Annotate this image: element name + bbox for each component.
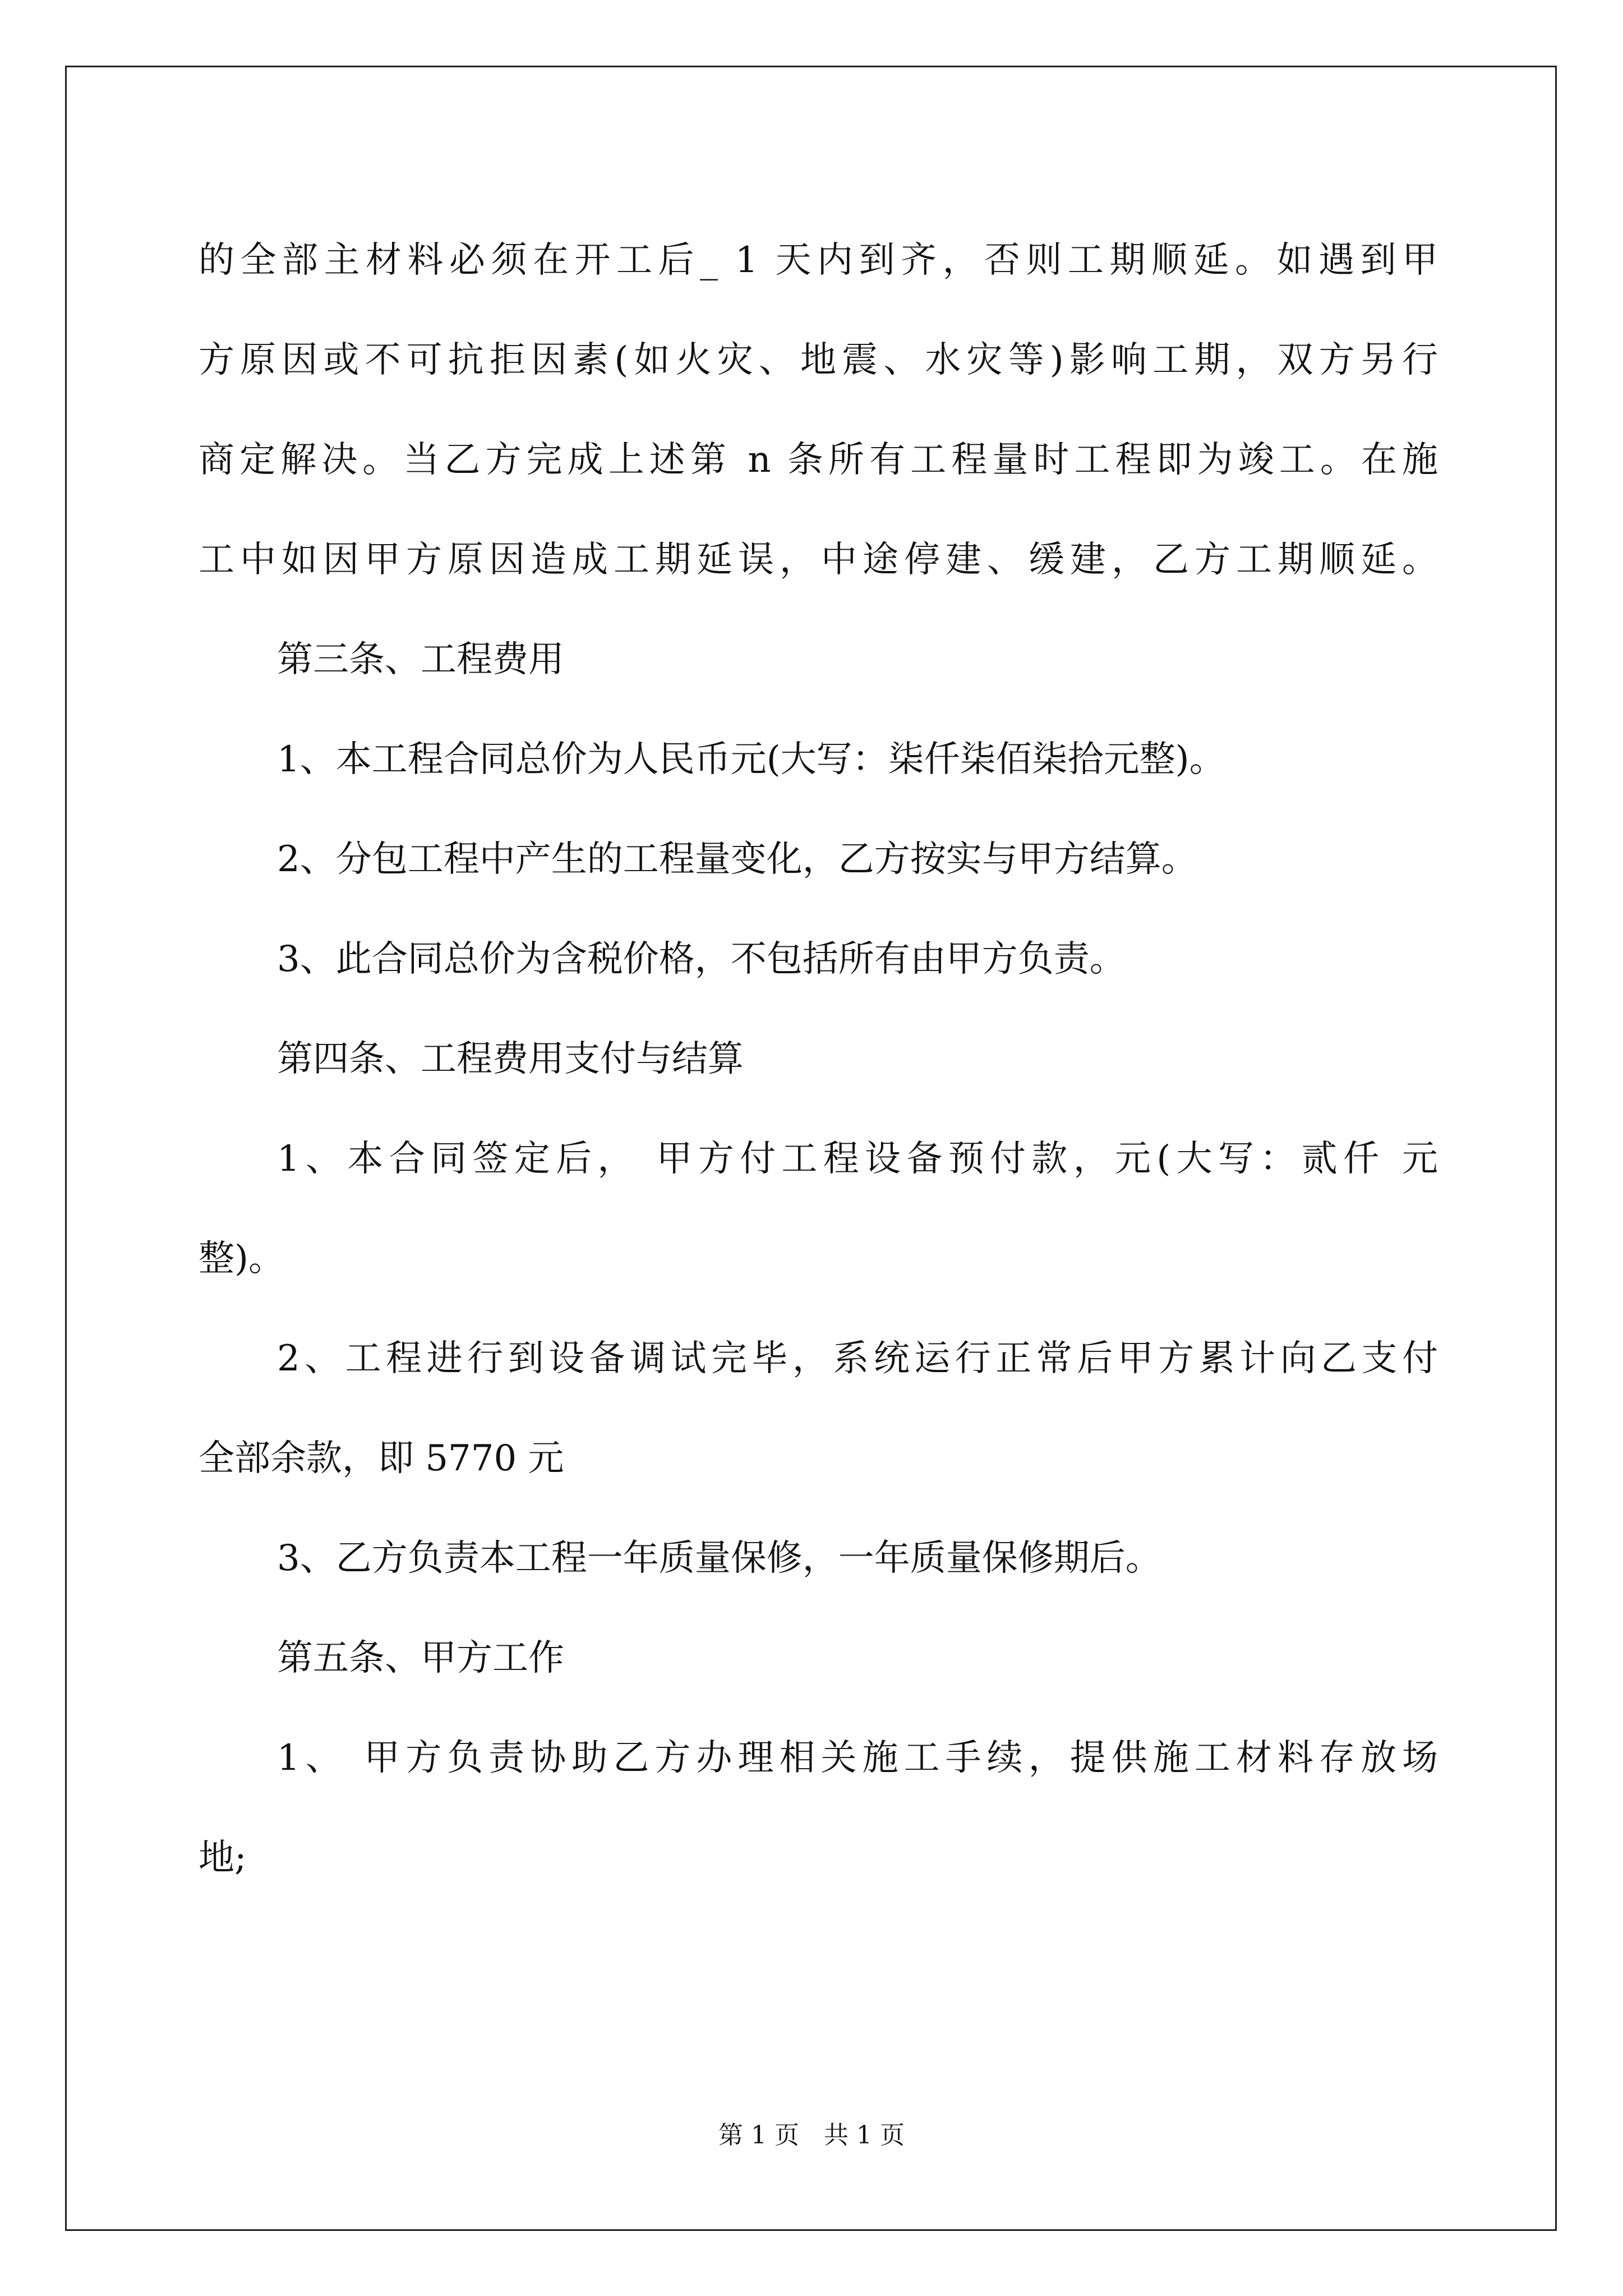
- text-line: 1、本合同签定后， 甲方付工程设备预付款，元(大写：贰仟 元: [277, 1138, 1438, 1180]
- document-body: [199, 210, 1438, 1908]
- section-heading-article-5: 第五条、甲方工作: [277, 1637, 564, 1679]
- clause-3-2: 2、分包工程中产生的工程量变化，乙方按实与甲方结算。: [277, 839, 1197, 880]
- text-line: 全部余款，即 5770 元: [199, 1438, 564, 1479]
- paragraph-construction-period: [199, 210, 1438, 610]
- text-line: 整)。: [199, 1238, 284, 1280]
- text-line: 工中如因甲方原因造成工期延误，中途停建、缓建，乙方工期顺延。: [199, 539, 1438, 581]
- clause-4-1: [199, 1109, 1438, 1309]
- section-heading-article-4: 第四条、工程费用支付与结算: [277, 1038, 744, 1080]
- text-line: 1、 甲方负责协助乙方办理相关施工手续，提供施工材料存放场: [277, 1737, 1438, 1779]
- clause-4-3: 3、乙方负责本工程一年质量保修，一年质量保修期后。: [277, 1538, 1161, 1579]
- text-line: 商定解决。当乙方完成上述第 n 条所有工程量时工程即为竣工。在施: [199, 439, 1438, 481]
- clause-3-3: 3、此合同总价为含税价格，不包括所有由甲方负责。: [277, 938, 1126, 980]
- clause-3-1: 1、本工程合同总价为人民币元(大写：柒仟柒佰柒拾元整)。: [277, 739, 1225, 780]
- text-line: 地;: [199, 1837, 247, 1879]
- text-line: 2、工程进行到设备调试完毕，系统运行正常后甲方累计向乙支付: [277, 1338, 1438, 1379]
- page-footer: 第 1 页 共 1 页: [718, 2121, 905, 2150]
- text-line: 方原因或不可抗拒因素(如火灾、地震、水灾等)影响工期，双方另行: [199, 339, 1438, 381]
- clause-5-1: [199, 1708, 1438, 1908]
- clause-4-2: [199, 1309, 1438, 1508]
- text-line: 的全部主材料必须在开工后_ 1 天内到齐，否则工期顺延。如遇到甲: [199, 240, 1438, 281]
- section-heading-article-3: 第三条、工程费用: [277, 639, 564, 680]
